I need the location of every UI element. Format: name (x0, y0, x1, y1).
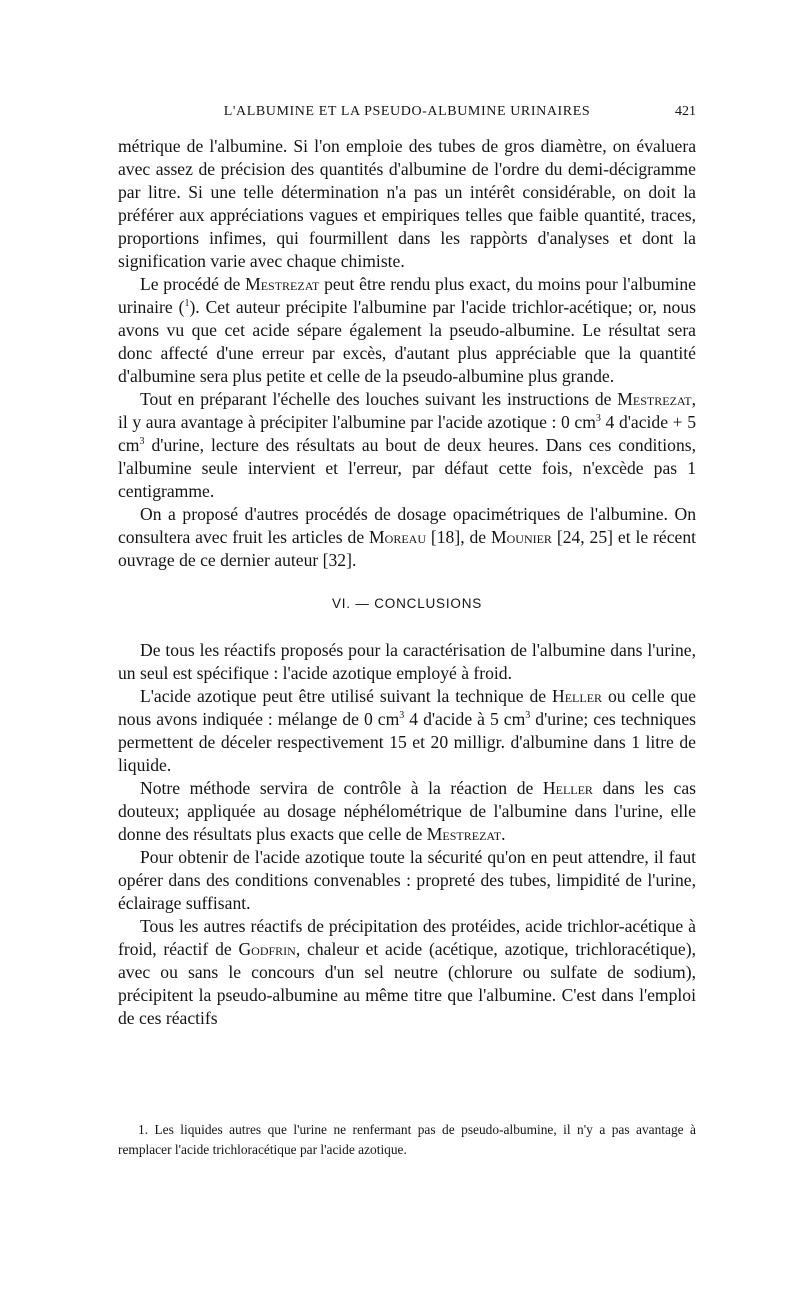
text-run: . (501, 824, 506, 844)
paragraph-c2 (118, 685, 696, 777)
superscript: 3 (399, 710, 405, 722)
text-run: Notre méthode servira de contrôle à la réaction de (140, 778, 543, 798)
paragraph-group (118, 135, 696, 572)
text-run: peut être rendu plus exact, du moins pour l'albumine urinaire ( (118, 274, 696, 317)
superscript: 1 (184, 298, 190, 310)
superscript: 3 (595, 413, 601, 425)
text-run: , chaleur et acide (acétique, azotique, trichloracétique), avec ou sans le concours d'un sel neutre (chlorure ou sulfate de sodium), précipitent la pseudo-albumine au même titre que l'albumine. C'est dans l'emploi de ces réactifs (118, 939, 696, 1028)
text-run: Pour obtenir de l'acide azotique toute la sécurité qu'on en peut attendre, il faut opérer dans des conditions convenables : propreté des tubes, limpidité de l'urine, éclairage suffisant. (118, 847, 696, 913)
page-number: 421 (675, 104, 696, 119)
text-run: L'acide azotique peut être utilisé suivant la technique de (140, 686, 553, 706)
paragraph-c1 (118, 639, 696, 685)
section-heading: VI. — CONCLUSIONS (331, 596, 483, 611)
text-run: ou celle que nous avons indiquée : mélange de 0 cm (118, 686, 696, 729)
text-run: 4 d'acide à 5 cm (404, 709, 526, 729)
text-run: 4 d'acide + 5 cm (118, 412, 696, 455)
conclusions-group (118, 639, 696, 1030)
text-run: On a proposé d'autres procédés de dosage opacimétriques de l'albumine. On consultera avec fruit les articles de (118, 504, 696, 547)
text-run: d'urine, lecture des résultats au bout de deux heures. Dans ces conditions, l'albumine seule intervient et l'erreur, par défaut cette fois, n'excède pas 1 centigramme. (118, 435, 696, 501)
superscript: 3 (525, 710, 531, 722)
author-name: Mestrezat (245, 274, 320, 294)
paragraph-c3 (118, 777, 696, 846)
text-run: [18], de (426, 527, 491, 547)
text-run: Le procédé de (140, 274, 246, 294)
author-name: Mestrezat (426, 824, 502, 844)
paragraph-c5 (118, 915, 696, 1030)
author-name: Moreau (369, 527, 427, 547)
text-run: Tous les autres réactifs de précipitation des protéides, acide trichlor-acétique à froid, réactif de (118, 916, 696, 959)
author-name: Heller (542, 778, 593, 798)
body-text (118, 135, 696, 1030)
paragraph-p1 (118, 135, 696, 273)
text-run: De tous les réactifs proposés pour la caractérisation de l'albumine dans l'urine, un seul est spécifique : l'acide azotique employé à froid. (118, 640, 696, 683)
running-title: L'ALBUMINE ET LA PSEUDO-ALBUMINE URINAIRES (223, 104, 591, 119)
text-run: [24, 25] et le récent ouvrage de ce dernier auteur [32]. (118, 527, 697, 570)
author-name: Mounier (490, 527, 552, 547)
author-name: Mestrezat (617, 389, 692, 409)
text-run: métrique de l'albumine. Si l'on emploie des tubes de gros diamètre, on évaluera avec assez de précision des quantités d'albumine de l'ordre du demi-décigramme par litre. Si une telle détermination n'a pas un intérêt considérable, on doit la préférer aux appréciations vagues et empiriques telles que faible quantité, traces, proportions infimes, qui fourmillent dans les rappòrts d'analyses et dont la signification varie avec chaque chimiste. (118, 136, 696, 271)
author-name: Godfrin (238, 939, 296, 959)
paragraph-c4 (118, 846, 696, 915)
running-head (118, 102, 696, 124)
paragraph-p4 (118, 503, 696, 572)
footnote: 1. Les liquides autres que l'urine ne renfermant pas de pseudo-albumine, il n'y a pas avantage à remplacer l'acide trichloracétique par l'acide azotique. (118, 1122, 696, 1157)
superscript: 3 (139, 436, 145, 448)
text-run: Tout en préparant l'échelle des louches suivant les instructions de (140, 389, 618, 409)
text-run: ). Cet auteur précipite l'albumine par l'acide trichlor-acétique; or, nous avons vu que cet acide sépare également la pseudo-albumine. Le résultat sera donc affecté d'une erreur par excès, d'autant plus appréciable que la quantité d'albumine sera plus petite et celle de la pseudo-albumine plus grande. (118, 297, 696, 386)
text-run: d'urine; ces techniques permettent de déceler respectivement 15 et 20 milligr. d'albumine dans 1 litre de liquide. (118, 709, 696, 775)
text-run: , il y aura avantage à précipiter l'albumine par l'acide azotique : 0 cm (118, 389, 696, 432)
author-name: Heller (552, 686, 603, 706)
text-run: dans les cas douteux; appliquée au dosage néphélométrique de l'albumine dans l'urine, elle donne des résultats plus exacts que celle de (118, 778, 696, 844)
paragraph-p2 (118, 273, 696, 388)
paragraph-p3 (118, 388, 696, 503)
